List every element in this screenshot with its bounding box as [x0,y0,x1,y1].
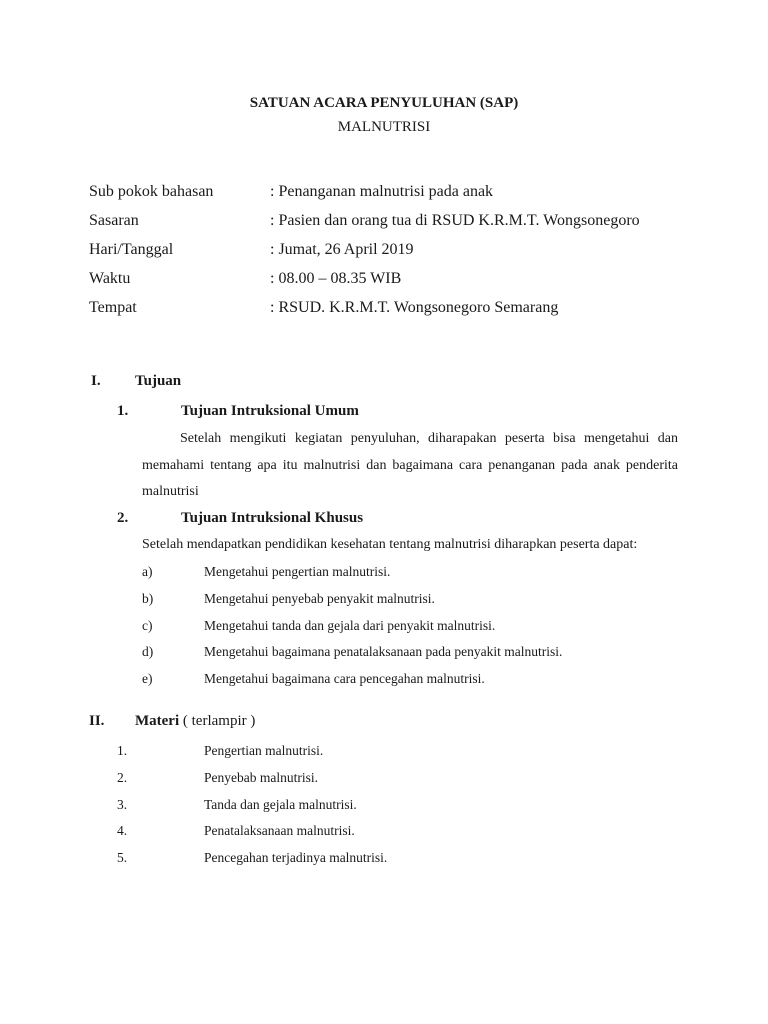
subsection-heading: Tujuan Intruksional Umum [181,403,359,419]
list-marker: a) [142,564,153,579]
list-text: Penatalaksanaan malnutrisi. [204,823,355,838]
list-text: Mengetahui bagaimana cara pencegahan malnutrisi. [204,671,485,686]
list-text: Mengetahui penyebab penyakit malnutrisi. [204,591,435,606]
list-marker: 2. [117,770,128,785]
list-marker: 3. [117,797,128,812]
info-value: : 08.00 – 08.35 WIB [270,270,402,287]
info-value: : Jumat, 26 April 2019 [270,241,414,258]
specific-objective-intro: Setelah mendapatkan pendidikan kesehatan tentang malnutrisi diharapkan peserta dapat: [142,537,638,552]
section-heading-line [135,713,255,730]
info-value: : Pasien dan orang tua di RSUD K.R.M.T. Wongsonegoro [270,212,640,229]
section-heading: Materi [135,713,180,729]
list-marker: 1. [117,743,128,758]
info-label: Hari/Tanggal [89,241,174,258]
info-label: Sasaran [89,212,139,229]
info-label: Tempat [89,299,137,316]
list-text: Pencegahan terjadinya malnutrisi. [204,850,388,865]
section-number: II. [89,713,105,729]
document-title: SATUAN ACARA PENYULUHAN (SAP) [249,95,519,111]
list-marker: 4. [117,823,128,838]
section-number: I. [91,373,101,389]
general-objective-paragraph: Setelah mengikuti kegiatan penyuluhan, diharapakan peserta bisa mengetahui dan memahami tentang apa itu malnutrisi dan bagaimana cara penanganan pada anak penderita malnutrisi [142,431,678,499]
list-marker: c) [142,618,153,633]
subsection-heading: Tujuan Intruksional Khusus [181,510,364,526]
info-label: Sub pokok bahasan [89,183,214,200]
list-marker: e) [142,671,153,686]
list-marker: b) [142,591,154,606]
list-text: Mengetahui pengertian malnutrisi. [204,564,391,579]
document-subtitle: MALNUTRISI [337,119,431,135]
info-label: Waktu [89,270,131,287]
list-text: Tanda dan gejala malnutrisi. [204,797,357,812]
section-note: ( terlampir ) [179,713,256,729]
list-text: Pengertian malnutrisi. [204,743,324,758]
info-value: : Penanganan malnutrisi pada anak [270,183,494,200]
info-value: : RSUD. K.R.M.T. Wongsonegoro Semarang [270,299,559,316]
list-text: Mengetahui tanda dan gejala dari penyakit malnutrisi. [204,618,496,633]
section-heading: Tujuan [135,373,182,389]
subsection-number: 1. [117,403,129,419]
list-marker: 5. [117,850,128,865]
list-text: Penyebab malnutrisi. [204,770,318,785]
list-marker: d) [142,644,154,659]
subsection-number: 2. [117,510,129,526]
list-text: Mengetahui bagaimana penatalaksanaan pada penyakit malnutrisi. [204,644,563,659]
